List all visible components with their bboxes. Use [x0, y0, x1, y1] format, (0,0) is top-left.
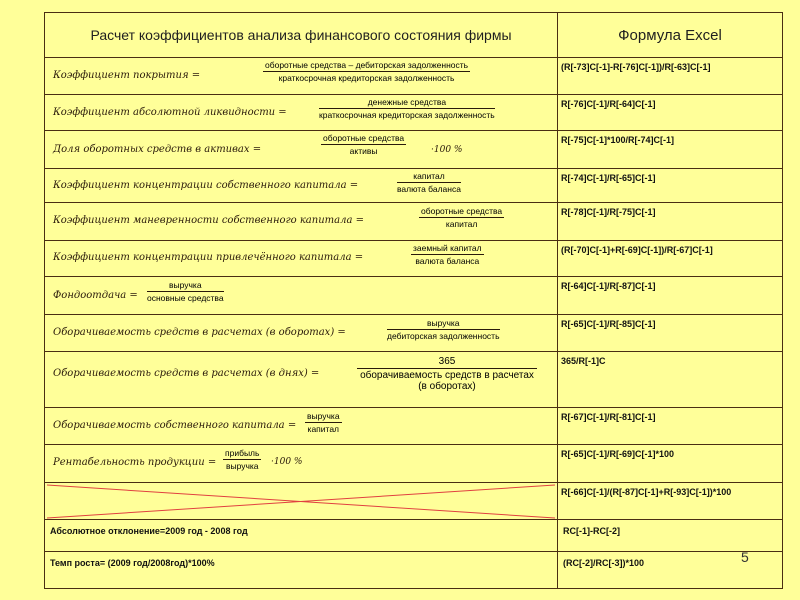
row-label: Оборачиваемость средств в расчетах (в днях) =: [53, 368, 320, 379]
row-label: Коэффициент маневренности собственного капитала =: [53, 215, 364, 226]
denominator: оборачиваемость средств в расчетах (в оборотах): [360, 370, 534, 392]
table-row: [45, 408, 783, 445]
numerator: оборотные средства: [323, 133, 405, 143]
cross-out-mark: [45, 483, 557, 520]
table-row: [45, 95, 783, 131]
excel-formula-cell: [558, 520, 783, 552]
excel-formula: R[-65]C[-1]/R[-85]C[-1]: [561, 319, 656, 329]
growth-rate-label: Темп роста= (2009 год/2008год)*100%: [50, 558, 215, 568]
percent-suffix: ·100 %: [271, 457, 303, 467]
excel-formula-cell: [558, 58, 783, 95]
page-number: 5: [741, 549, 749, 565]
table-row: [45, 520, 783, 552]
excel-formula-cell: [558, 95, 783, 131]
row-label: Оборачиваемость собственного капитала =: [53, 420, 297, 431]
row-label: Рентабельность продукции =: [53, 457, 217, 468]
excel-formula-cell: [558, 315, 783, 352]
excel-formula: R[-67]C[-1]/R[-81]C[-1]: [561, 412, 656, 422]
coefficients-table: [44, 12, 783, 589]
table-row: [45, 203, 783, 241]
denominator: валюта баланса: [397, 184, 461, 194]
formula-cell: [45, 277, 558, 315]
excel-formula: (R[-73]C[-1]-R[-76]C[-1])/R[-63]C[-1]: [561, 62, 711, 72]
formula-cell: [45, 445, 558, 483]
excel-formula-cell: [558, 203, 783, 241]
excel-formula: 365/R[-1]C: [561, 356, 606, 366]
table-row: [45, 315, 783, 352]
fraction: [411, 243, 484, 266]
fraction: [305, 411, 342, 434]
formula-cell: [45, 352, 558, 408]
denominator: краткосрочная кредиторская задолженность: [319, 110, 495, 120]
numerator: оборотные средства: [421, 206, 503, 216]
formula-cell: [45, 131, 558, 169]
excel-formula: RC[-1]-RC[-2]: [563, 526, 620, 536]
excel-formula-cell: [558, 277, 783, 315]
denominator: капитал: [445, 219, 478, 229]
numerator: денежные средства: [319, 97, 495, 109]
formula-cell: [45, 408, 558, 445]
table-row: [45, 58, 783, 95]
row-label: Фондоотдача =: [53, 290, 138, 301]
excel-formula-cell: [558, 241, 783, 277]
excel-formula: R[-78]C[-1]/R[-75]C[-1]: [561, 207, 656, 217]
table-header-row: [45, 13, 783, 58]
numerator: заемный капитал: [413, 243, 482, 253]
formula-cell: [45, 315, 558, 352]
row-label: Коэффициент концентрации собственного капитала =: [53, 180, 359, 191]
numerator: оборотные средства – дебиторская задолженность: [265, 60, 469, 70]
excel-formula-cell: [558, 445, 783, 483]
excel-formula: R[-65]C[-1]/R[-69]C[-1]*100: [561, 449, 675, 459]
row-label: Оборачиваемость средств в расчетах (в оборотах) =: [53, 327, 346, 338]
numerator: 365: [357, 356, 537, 369]
header-calculation: Расчет коэффициентов анализа финансового состояния фирмы: [45, 13, 558, 58]
crossed-out-cell: [45, 483, 558, 520]
fraction: [419, 206, 504, 229]
absolute-deviation-cell: [45, 520, 558, 552]
numerator: выручка: [147, 280, 224, 292]
excel-formula: (R[-70]C[-1]+R[-69]C[-1])/R[-67]C[-1]: [561, 245, 713, 255]
denominator: дебиторская задолженность: [387, 331, 500, 341]
table-row: [45, 552, 783, 589]
excel-formula-cell: [558, 131, 783, 169]
denominator: активы: [349, 146, 378, 156]
denominator: капитал: [307, 424, 340, 434]
fraction: [223, 448, 261, 471]
formula-cell: [45, 203, 558, 241]
table-row: [45, 483, 783, 520]
excel-formula: R[-75]C[-1]*100/R[-74]C[-1]: [561, 135, 675, 145]
denominator: основные средства: [147, 293, 224, 303]
table-row: [45, 131, 783, 169]
fraction: [387, 318, 500, 341]
excel-formula-cell: [558, 408, 783, 445]
formula-cell: [45, 58, 558, 95]
percent-suffix: ·100 %: [431, 145, 463, 155]
denominator: краткосрочная кредиторская задолженность: [278, 73, 455, 83]
numerator: капитал: [397, 171, 461, 183]
table-row: [45, 169, 783, 203]
row-label: Доля оборотных средств в активах =: [53, 144, 262, 155]
row-label: Коэффициент концентрации привлечённого капитала =: [53, 252, 364, 263]
fraction: [321, 133, 406, 156]
fraction: [319, 97, 495, 120]
fraction: [357, 356, 537, 392]
growth-rate-cell: [45, 552, 558, 589]
row-label: Коэффициент абсолютной ликвидности =: [53, 107, 287, 118]
denominator: выручка: [225, 461, 259, 471]
excel-formula: R[-64]C[-1]/R[-87]C[-1]: [561, 281, 656, 291]
formula-cell: [45, 95, 558, 131]
numerator: выручка: [307, 411, 340, 421]
excel-formula: R[-74]C[-1]/R[-65]C[-1]: [561, 173, 656, 183]
formula-cell: [45, 169, 558, 203]
table-row: [45, 277, 783, 315]
excel-formula-cell: [558, 483, 783, 520]
excel-formula-cell: [558, 169, 783, 203]
formula-cell: [45, 241, 558, 277]
fraction: [263, 60, 470, 83]
excel-formula: (RC[-2]/RC[-3])*100: [563, 558, 645, 568]
excel-formula: R[-76]C[-1]/R[-64]C[-1]: [561, 99, 656, 109]
excel-formula: R[-66]C[-1]/(R[-87]C[-1]+R[-93]C[-1])*100: [561, 487, 732, 497]
table-row: [45, 241, 783, 277]
numerator: выручка: [387, 318, 500, 330]
fraction: [147, 280, 224, 303]
denominator: валюта баланса: [415, 256, 480, 266]
table-row: [45, 445, 783, 483]
excel-formula-cell: [558, 352, 783, 408]
absolute-deviation-label: Абсолютное отклонение=2009 год - 2008 год: [50, 526, 248, 536]
fraction: [397, 171, 461, 194]
table-row: [45, 352, 783, 408]
header-excel-formula: Формула Excel: [558, 13, 783, 58]
numerator: прибыль: [225, 448, 260, 458]
row-label: Коэффициент покрытия =: [53, 70, 201, 81]
